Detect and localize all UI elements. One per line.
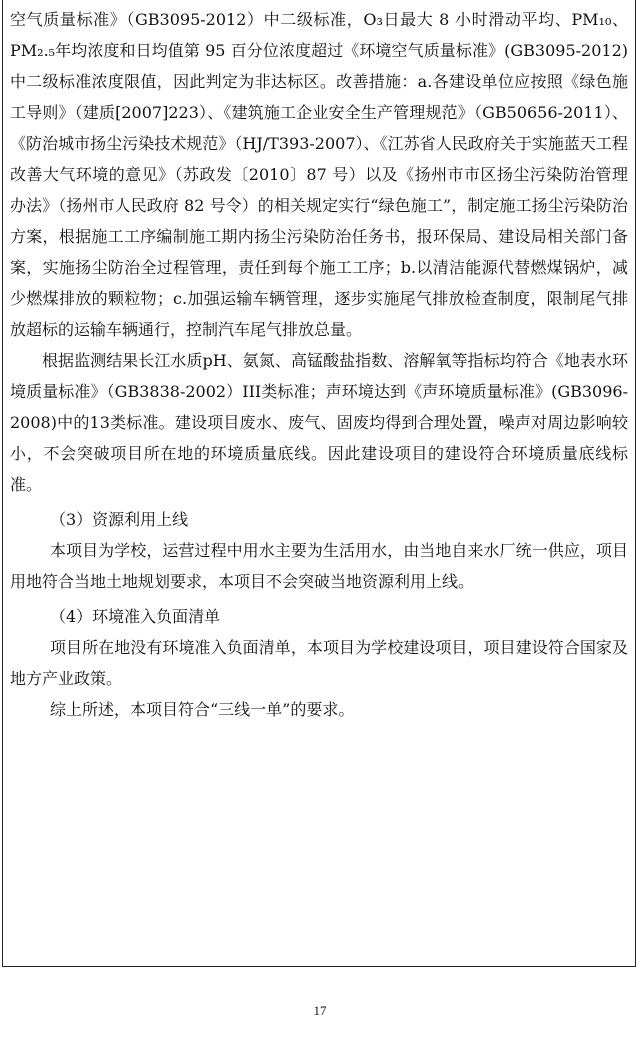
paragraph-conclusion: 综上所述，本项目符合“三线一单”的要求。 xyxy=(50,700,355,719)
heading-negative-list: （4）环境准入负面清单 xyxy=(50,607,221,626)
paragraph-water-noise: 根据监测结果长江水质pH、氨氮、高锰酸盐指数、溶解氧等指标均符合《地表水环境质量标准》（GB3838-2002）III类标准；声环境达到《声环境质量标准》(GB3096-2008)中的13类标准。建设项目废水、废气、固废均得到合理处置，噪声对周边影响较小，不会突破项目所在地的环境质量底线。因此建设项目的建设符合环境质量底线标准。 xyxy=(10,351,628,494)
heading-resource-limit: （3）资源利用上线 xyxy=(50,510,189,529)
document-body xyxy=(10,4,628,725)
page-number: 17 xyxy=(313,1003,327,1018)
paragraph-resource-limit: 本项目为学校，运营过程中用水主要为生活用水，由当地自来水厂统一供应，项目用地符合当地土地规划要求，本项目不会突破当地资源利用上线。 xyxy=(10,541,628,591)
paragraph-negative-list: 项目所在地没有环境准入负面清单，本项目为学校建设项目，项目建设符合国家及地方产业政策。 xyxy=(10,638,628,688)
paragraph-air-quality: 空气质量标准》（GB3095-2012）中二级标准，O₃日最大 8 小时滑动平均、PM₁₀、PM₂.₅年均浓度和日均值第 95 百分位浓度超过《环境空气质量标准》(GB3095-2012) 中二级标准浓度限值，因此判定为非达标区。改善措施：a.各建设单位应按照《绿色施工导则》（建质[2007]223）、《建筑施工企业安全生产管理规范》（GB50656-2011）、《防治城市扬尘污染技术规范》（HJ/T393-2007）、《江苏省人民政府关于实施蓝天工程改善大气环境的意见》（苏政发〔2010〕87 号）以及《扬州市市区扬尘污染防治管理办法》（扬州市人民政府 82 号令）的相关规定实行“绿色施工”，制定施工扬尘污染防治方案，根据施工工序编制施工期内扬尘污染防治任务书，报环保局、建设局相关部门备案，实施扬尘防治全过程管理，责任到每个施工工序；b.以清洁能源代替燃煤锅炉，减少燃煤排放的颗粒物；c.加强运输车辆管理，逐步实施尾气排放检查制度，限制尾气排放超标的运输车辆通行，控制汽车尾气排放总量。 xyxy=(10,10,628,339)
